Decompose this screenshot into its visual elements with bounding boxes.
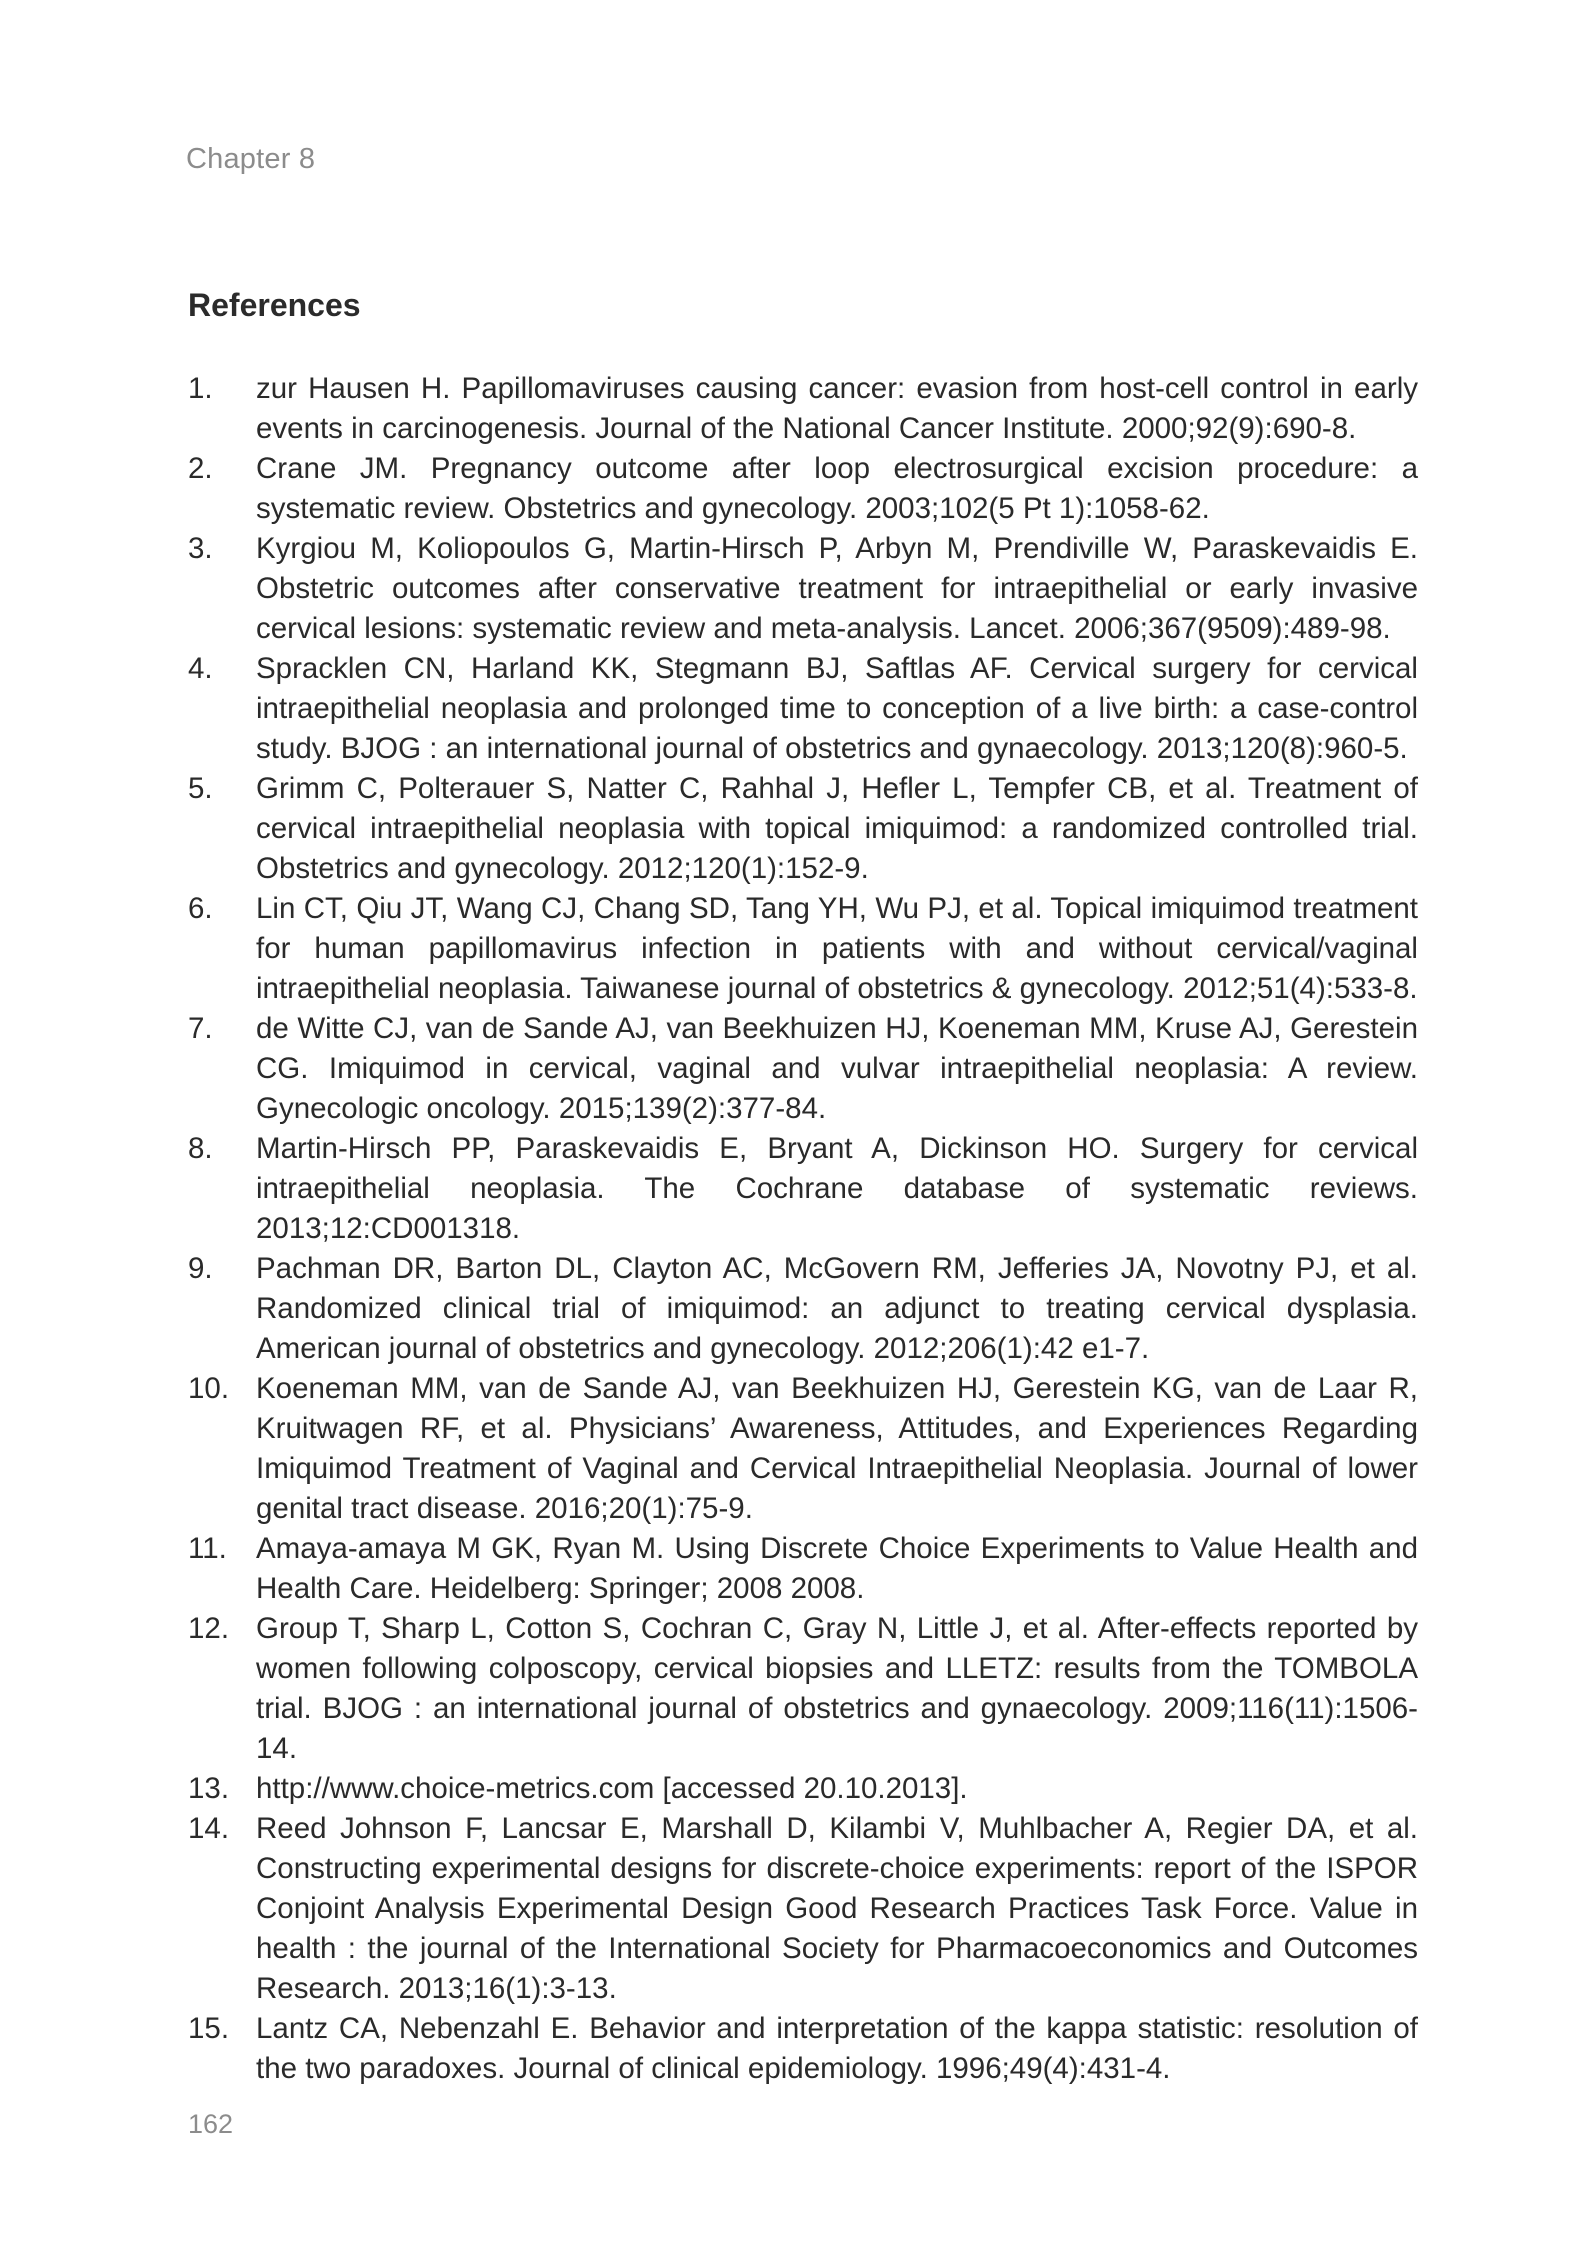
reference-item	[188, 449, 1418, 529]
reference-number: 15.	[188, 2012, 230, 2045]
reference-number: 6.	[188, 892, 213, 925]
reference-item	[188, 369, 1418, 449]
reference-number: 4.	[188, 652, 213, 685]
section-title: References	[188, 287, 361, 323]
reference-text: Grimm C, Polterauer S, Natter C, Rahhal J, Hefler L, Tempfer CB, et al. Treatment of cervical intraepithelial neoplasia with topical imiquimod: a randomized controlled trial. Obstetrics and gynecology. 2012;120(1):152-9.	[256, 772, 1418, 885]
reference-number: 9.	[188, 1252, 213, 1285]
reference-text: de Witte CJ, van de Sande AJ, van Beekhuizen HJ, Koeneman MM, Kruse AJ, Gerestein CG. Imiquimod in cervical, vaginal and vulvar intraepithelial neoplasia: A review. Gynecologic oncology. 2015;139(2):377-84.	[256, 1012, 1418, 1125]
reference-number: 14.	[188, 1812, 230, 1845]
reference-text: Spracklen CN, Harland KK, Stegmann BJ, Saftlas AF. Cervical surgery for cervical intraepithelial neoplasia and prolonged time to conception of a live birth: a case-control study. BJOG : an international journal of obstetrics and gynaecology. 2013;120(8):960-5.	[256, 652, 1418, 765]
reference-number: 7.	[188, 1012, 213, 1045]
page-number: 162	[188, 2109, 234, 2139]
reference-item	[188, 1809, 1418, 2009]
reference-item	[188, 529, 1418, 649]
reference-text: Koeneman MM, van de Sande AJ, van Beekhuizen HJ, Gerestein KG, van de Laar R, Kruitwagen RF, et al. Physicians’ Awareness, Attitudes, and Experiences Regarding Imiquimod Treatment of Vaginal and Cervical Intraepithelial Neoplasia. Journal of lower genital tract disease. 2016;20(1):75-9.	[256, 1372, 1418, 1525]
reference-text: Group T, Sharp L, Cotton S, Cochran C, Gray N, Little J, et al. After-effects reported by women following colposcopy, cervical biopsies and LLETZ: results from the TOMBOLA trial. BJOG : an international journal of obstetrics and gynaecology. 2009;116(11):1506-14.	[256, 1612, 1418, 1765]
reference-text: Crane JM. Pregnancy outcome after loop electrosurgical excision procedure: a systematic review. Obstetrics and gynecology. 2003;102(5 Pt 1):1058-62.	[256, 452, 1418, 525]
reference-text: Lantz CA, Nebenzahl E. Behavior and interpretation of the kappa statistic: resolution of the two paradoxes. Journal of clinical epidemiology. 1996;49(4):431-4.	[256, 2012, 1418, 2085]
reference-item	[188, 1769, 1418, 1809]
reference-item	[188, 1249, 1418, 1369]
reference-list	[188, 369, 1418, 2089]
reference-number: 10.	[188, 1372, 230, 1405]
reference-item	[188, 769, 1418, 889]
reference-item	[188, 1129, 1418, 1249]
reference-link[interactable]: http://www.choice-metrics.com [accessed 20.10.2013].	[256, 1772, 968, 1805]
reference-item	[188, 2009, 1418, 2089]
reference-item	[188, 889, 1418, 1009]
reference-item	[188, 649, 1418, 769]
reference-item	[188, 1009, 1418, 1129]
reference-item	[188, 1609, 1418, 1769]
reference-item	[188, 1529, 1418, 1609]
reference-number: 1.	[188, 372, 213, 405]
reference-text: Amaya-amaya M GK, Ryan M. Using Discrete Choice Experiments to Value Health and Health Care. Heidelberg: Springer; 2008 2008.	[256, 1532, 1418, 1605]
running-head: Chapter 8	[186, 143, 316, 175]
reference-number: 11.	[188, 1532, 227, 1565]
reference-item	[188, 1369, 1418, 1529]
reference-number: 5.	[188, 772, 213, 805]
reference-text: Lin CT, Qiu JT, Wang CJ, Chang SD, Tang YH, Wu PJ, et al. Topical imiquimod treatment for human papillomavirus infection in patients with and without cervical/vaginal intraepithelial neoplasia. Taiwanese journal of obstetrics & gynecology. 2012;51(4):533-8.	[256, 892, 1418, 1005]
reference-text: Martin-Hirsch PP, Paraskevaidis E, Bryant A, Dickinson HO. Surgery for cervical intraepithelial neoplasia. The Cochrane database of systematic reviews. 2013;12:CD001318.	[256, 1132, 1418, 1245]
reference-text: Reed Johnson F, Lancsar E, Marshall D, Kilambi V, Muhlbacher A, Regier DA, et al. Constructing experimental designs for discrete-choice experiments: report of the ISPOR Conjoint Analysis Experimental Design Good Research Practices Task Force. Value in health : the journal of the International Society for Pharmacoeconomics and Outcomes Research. 2013;16(1):3-13.	[256, 1812, 1418, 2005]
reference-text: Pachman DR, Barton DL, Clayton AC, McGovern RM, Jefferies JA, Novotny PJ, et al. Randomized clinical trial of imiquimod: an adjunct to treating cervical dysplasia. American journal of obstetrics and gynecology. 2012;206(1):42 e1-7.	[256, 1252, 1418, 1365]
reference-number: 2.	[188, 452, 213, 485]
reference-number: 8.	[188, 1132, 213, 1165]
reference-number: 13.	[188, 1772, 230, 1805]
reference-number: 12.	[188, 1612, 230, 1645]
reference-text: zur Hausen H. Papillomaviruses causing cancer: evasion from host-cell control in early events in carcinogenesis. Journal of the National Cancer Institute. 2000;92(9):690-8.	[256, 372, 1418, 445]
reference-number: 3.	[188, 532, 213, 565]
reference-text: Kyrgiou M, Koliopoulos G, Martin-Hirsch P, Arbyn M, Prendiville W, Paraskevaidis E. Obstetric outcomes after conservative treatment for intraepithelial or early invasive cervical lesions: systematic review and meta-analysis. Lancet. 2006;367(9509):489-98.	[256, 532, 1418, 645]
